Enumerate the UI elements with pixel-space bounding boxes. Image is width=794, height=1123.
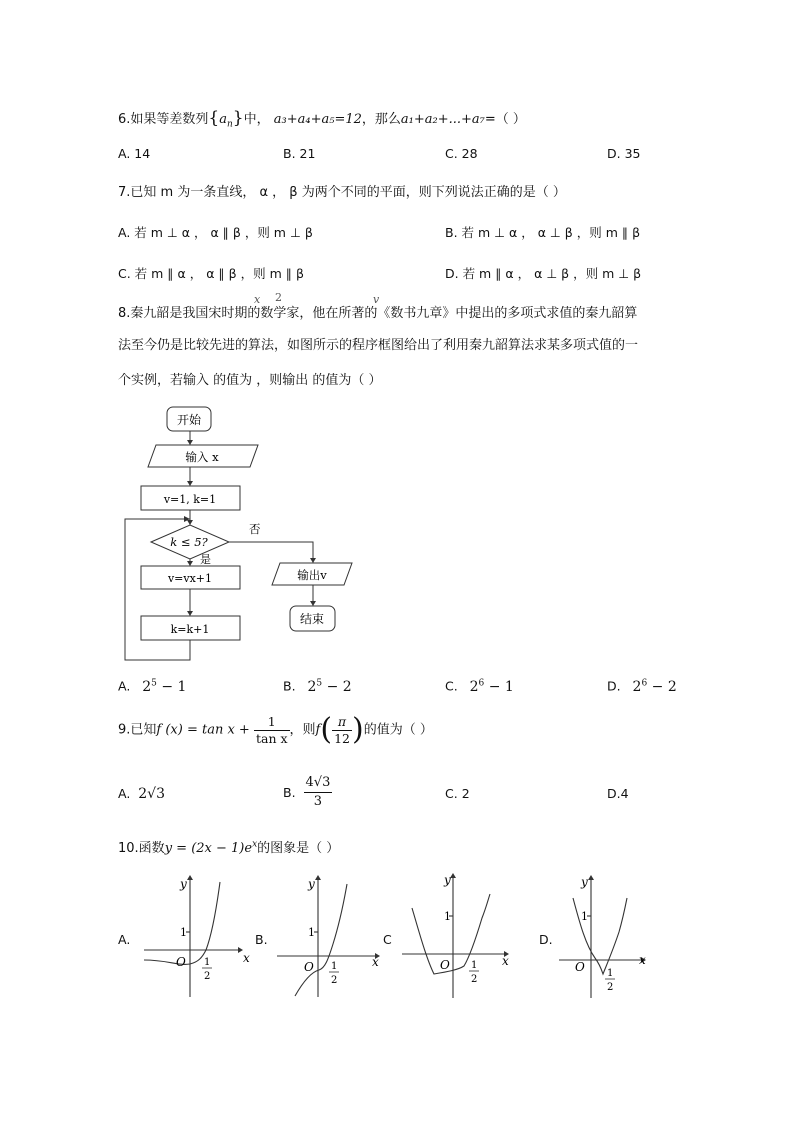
q8-flowchart	[120, 404, 360, 666]
q8-option-c-base: 2	[469, 678, 479, 695]
q7-option-d[interactable]: D. 若 m ∥ α ， α ⊥ β ，则 m ⊥ β	[445, 266, 642, 281]
q10-expr: y = (2x − 1)e	[164, 841, 253, 856]
q9-fraction	[254, 714, 290, 747]
q6-seq: a	[219, 112, 227, 127]
graph-d-y: y	[581, 875, 588, 889]
q8-option-a-tail: − 1	[156, 678, 187, 695]
q9-arg-den: 12	[334, 730, 350, 746]
graph-d-half-d: 2	[607, 982, 614, 993]
q8-option-a[interactable]	[118, 678, 186, 695]
q8-ghost-x: x	[254, 293, 261, 306]
q8-ghost-2: 2	[275, 291, 282, 304]
q9-option-b-frac	[304, 774, 333, 811]
flow-step1-text: v=vx+1	[167, 572, 213, 585]
flow-no-text: 否	[249, 522, 261, 536]
flow-cond-text: k ≤ 5?	[170, 535, 208, 549]
q8-option-a-exp: 5	[151, 678, 157, 688]
q9-option-c-value: 2	[461, 786, 470, 801]
graph-a-y: y	[180, 877, 187, 891]
graph-c	[398, 868, 516, 1002]
flow-step2-text: k=k+1	[170, 623, 210, 636]
q8-line3: 个实例，若输入 的值为 ，则输出 的值为（ ）	[118, 373, 382, 388]
q8-option-d-tail: − 2	[647, 678, 677, 695]
q6-option-c[interactable]: C. 28	[445, 146, 478, 161]
graph-d-one: 1	[581, 910, 588, 923]
graph-a-one: 1	[180, 926, 187, 939]
q9-option-b-label: B.	[283, 785, 296, 800]
flow-start-text: 开始	[176, 413, 202, 427]
q10-stem	[118, 837, 339, 856]
q6-cond: a₃+a₄+a₅=12	[273, 112, 362, 127]
q10-end: 的图象是（ ）	[257, 841, 340, 856]
graph-b-half-n: 1	[331, 961, 338, 972]
q6-end: =（ ）	[484, 112, 526, 127]
graph-a-half-n: 1	[204, 957, 211, 968]
graph-c-x: x	[502, 954, 509, 968]
graph-a-o: O	[176, 955, 186, 969]
q8-line2: 法至今仍是比较先进的算法，如图所示的程序框图给出了利用秦九韶算法求某多项式值的一	[118, 338, 639, 353]
q6-option-d[interactable]: D. 35	[607, 146, 641, 161]
q9-option-d-value: 4	[620, 786, 629, 801]
q6-mid: 中，	[243, 112, 270, 127]
q9-option-d[interactable]	[607, 786, 629, 801]
graph-d-label[interactable]: D.	[539, 932, 553, 947]
q9-option-a[interactable]	[118, 786, 165, 802]
q8-option-b-base: 2	[307, 678, 317, 695]
q8-option-c-tail: − 1	[484, 678, 514, 695]
graph-c-half-d: 2	[471, 974, 478, 985]
q8-ghost-v: v	[373, 293, 380, 306]
q9-option-c[interactable]	[445, 786, 470, 801]
q8-option-c[interactable]	[445, 678, 514, 695]
graph-d-x: x	[639, 953, 646, 967]
q9-lhs: f (x) = tan x +	[156, 722, 250, 738]
graph-c-label[interactable]: C	[383, 932, 392, 947]
graph-b-x: x	[372, 955, 379, 969]
q6-expr: a₁+a₂+...+a₇	[400, 112, 485, 127]
flow-output-text: 输出v	[297, 568, 327, 582]
q9-frac-den: tan x	[255, 730, 288, 746]
graph-b	[273, 872, 388, 1002]
q9-prefix: 9.已知	[118, 722, 157, 738]
q8-option-b-exp: 5	[316, 678, 323, 688]
q10-prefix: 10.函数	[118, 841, 165, 856]
flow-end-text: 结束	[299, 612, 325, 626]
q9-frac-num: 1	[254, 714, 290, 731]
flow-input-text: 输入 x	[185, 450, 219, 464]
flow-init-text: v=1, k=1	[163, 493, 217, 506]
q9-option-b-den: 3	[313, 794, 323, 809]
q9-option-a-label: A.	[118, 786, 131, 801]
graph-a-half-d: 2	[204, 971, 211, 982]
q6-option-a[interactable]: A. 14	[118, 146, 151, 161]
graph-c-o: O	[440, 958, 450, 972]
q8-option-d-label: D.	[607, 678, 621, 694]
q9-arg-fraction	[332, 714, 352, 747]
flow-yes-text: 是	[200, 553, 211, 566]
q6-prefix: 6.如果等差数列	[118, 112, 209, 127]
q8-option-d-base: 2	[632, 678, 642, 695]
graph-b-one: 1	[308, 926, 315, 939]
q8-option-b[interactable]	[283, 678, 352, 695]
q7-stem: 7.已知 m 为一条直线， α ， β 为两个不同的平面，则下列说法正确的是（ ）	[118, 185, 566, 200]
q9-end: 的值为（ ）	[363, 722, 433, 738]
graph-d-half-n: 1	[607, 968, 614, 979]
q7-option-b[interactable]: B. 若 m ⊥ α ， α ⊥ β ，则 m ∥ β	[445, 225, 641, 240]
graph-b-half-d: 2	[331, 975, 338, 986]
graph-d	[555, 870, 655, 1002]
graph-c-y: y	[444, 873, 451, 887]
q9-mid: ，则	[289, 722, 316, 738]
graph-b-label[interactable]: B.	[255, 932, 268, 947]
graph-c-one: 1	[444, 910, 451, 923]
q8-option-d-exp: 6	[641, 678, 648, 688]
q8-line1: 8.秦九韶是我国宋时期的数学家，他在所著的《数书九章》中提出的多项式求值的秦九韶算	[118, 306, 638, 321]
q7-option-a[interactable]: A. 若 m ⊥ α ， α ∥ β ，则 m ⊥ β	[118, 225, 313, 240]
q10-exp: x	[252, 839, 258, 850]
q6-stem: 6.如果等差数列$\{a_n\}$中， a₃+a₄+a₅=12，那么a₁+a₂+...+a₇=（ ）	[118, 108, 526, 130]
q9-f: f	[315, 722, 321, 738]
q8-option-b-tail: − 2	[322, 678, 352, 695]
q7-option-c[interactable]: C. 若 m ∥ α ， α ∥ β ，则 m ∥ β	[118, 266, 304, 281]
graph-d-o: O	[575, 960, 585, 974]
q6-then: ，那么	[361, 112, 401, 127]
q9-arg-num: π	[332, 714, 352, 731]
q9-option-b[interactable]	[283, 774, 332, 811]
q6-seq-sub: n	[227, 119, 233, 130]
q8-option-d[interactable]	[607, 678, 677, 695]
q6-option-b[interactable]: B. 21	[283, 146, 316, 161]
graph-b-y: y	[308, 877, 315, 891]
graph-a-x: x	[243, 951, 250, 965]
q8-option-a-base: 2	[142, 678, 152, 695]
q8-option-a-label: A.	[118, 678, 131, 694]
q8-option-c-label: C.	[445, 678, 458, 694]
graph-b-o: O	[304, 960, 314, 974]
q8-option-b-label: B.	[283, 678, 296, 694]
graph-c-half-n: 1	[471, 960, 478, 971]
q9-option-d-label: D.	[607, 786, 621, 801]
q9-stem: 9.已知f (x) = tan x + $\frac{1}{\text{tan x}}$ ，则f( $\frac{\pi}{12}$ )的值为（ ）	[118, 712, 433, 747]
q9-option-c-label: C.	[445, 786, 458, 801]
graph-a-label[interactable]: A.	[118, 932, 131, 947]
q9-option-b-num: 4√3	[304, 774, 333, 793]
graph-a	[140, 872, 255, 1002]
q9-option-a-value: 2√3	[138, 786, 166, 802]
q8-option-c-exp: 6	[478, 678, 485, 688]
